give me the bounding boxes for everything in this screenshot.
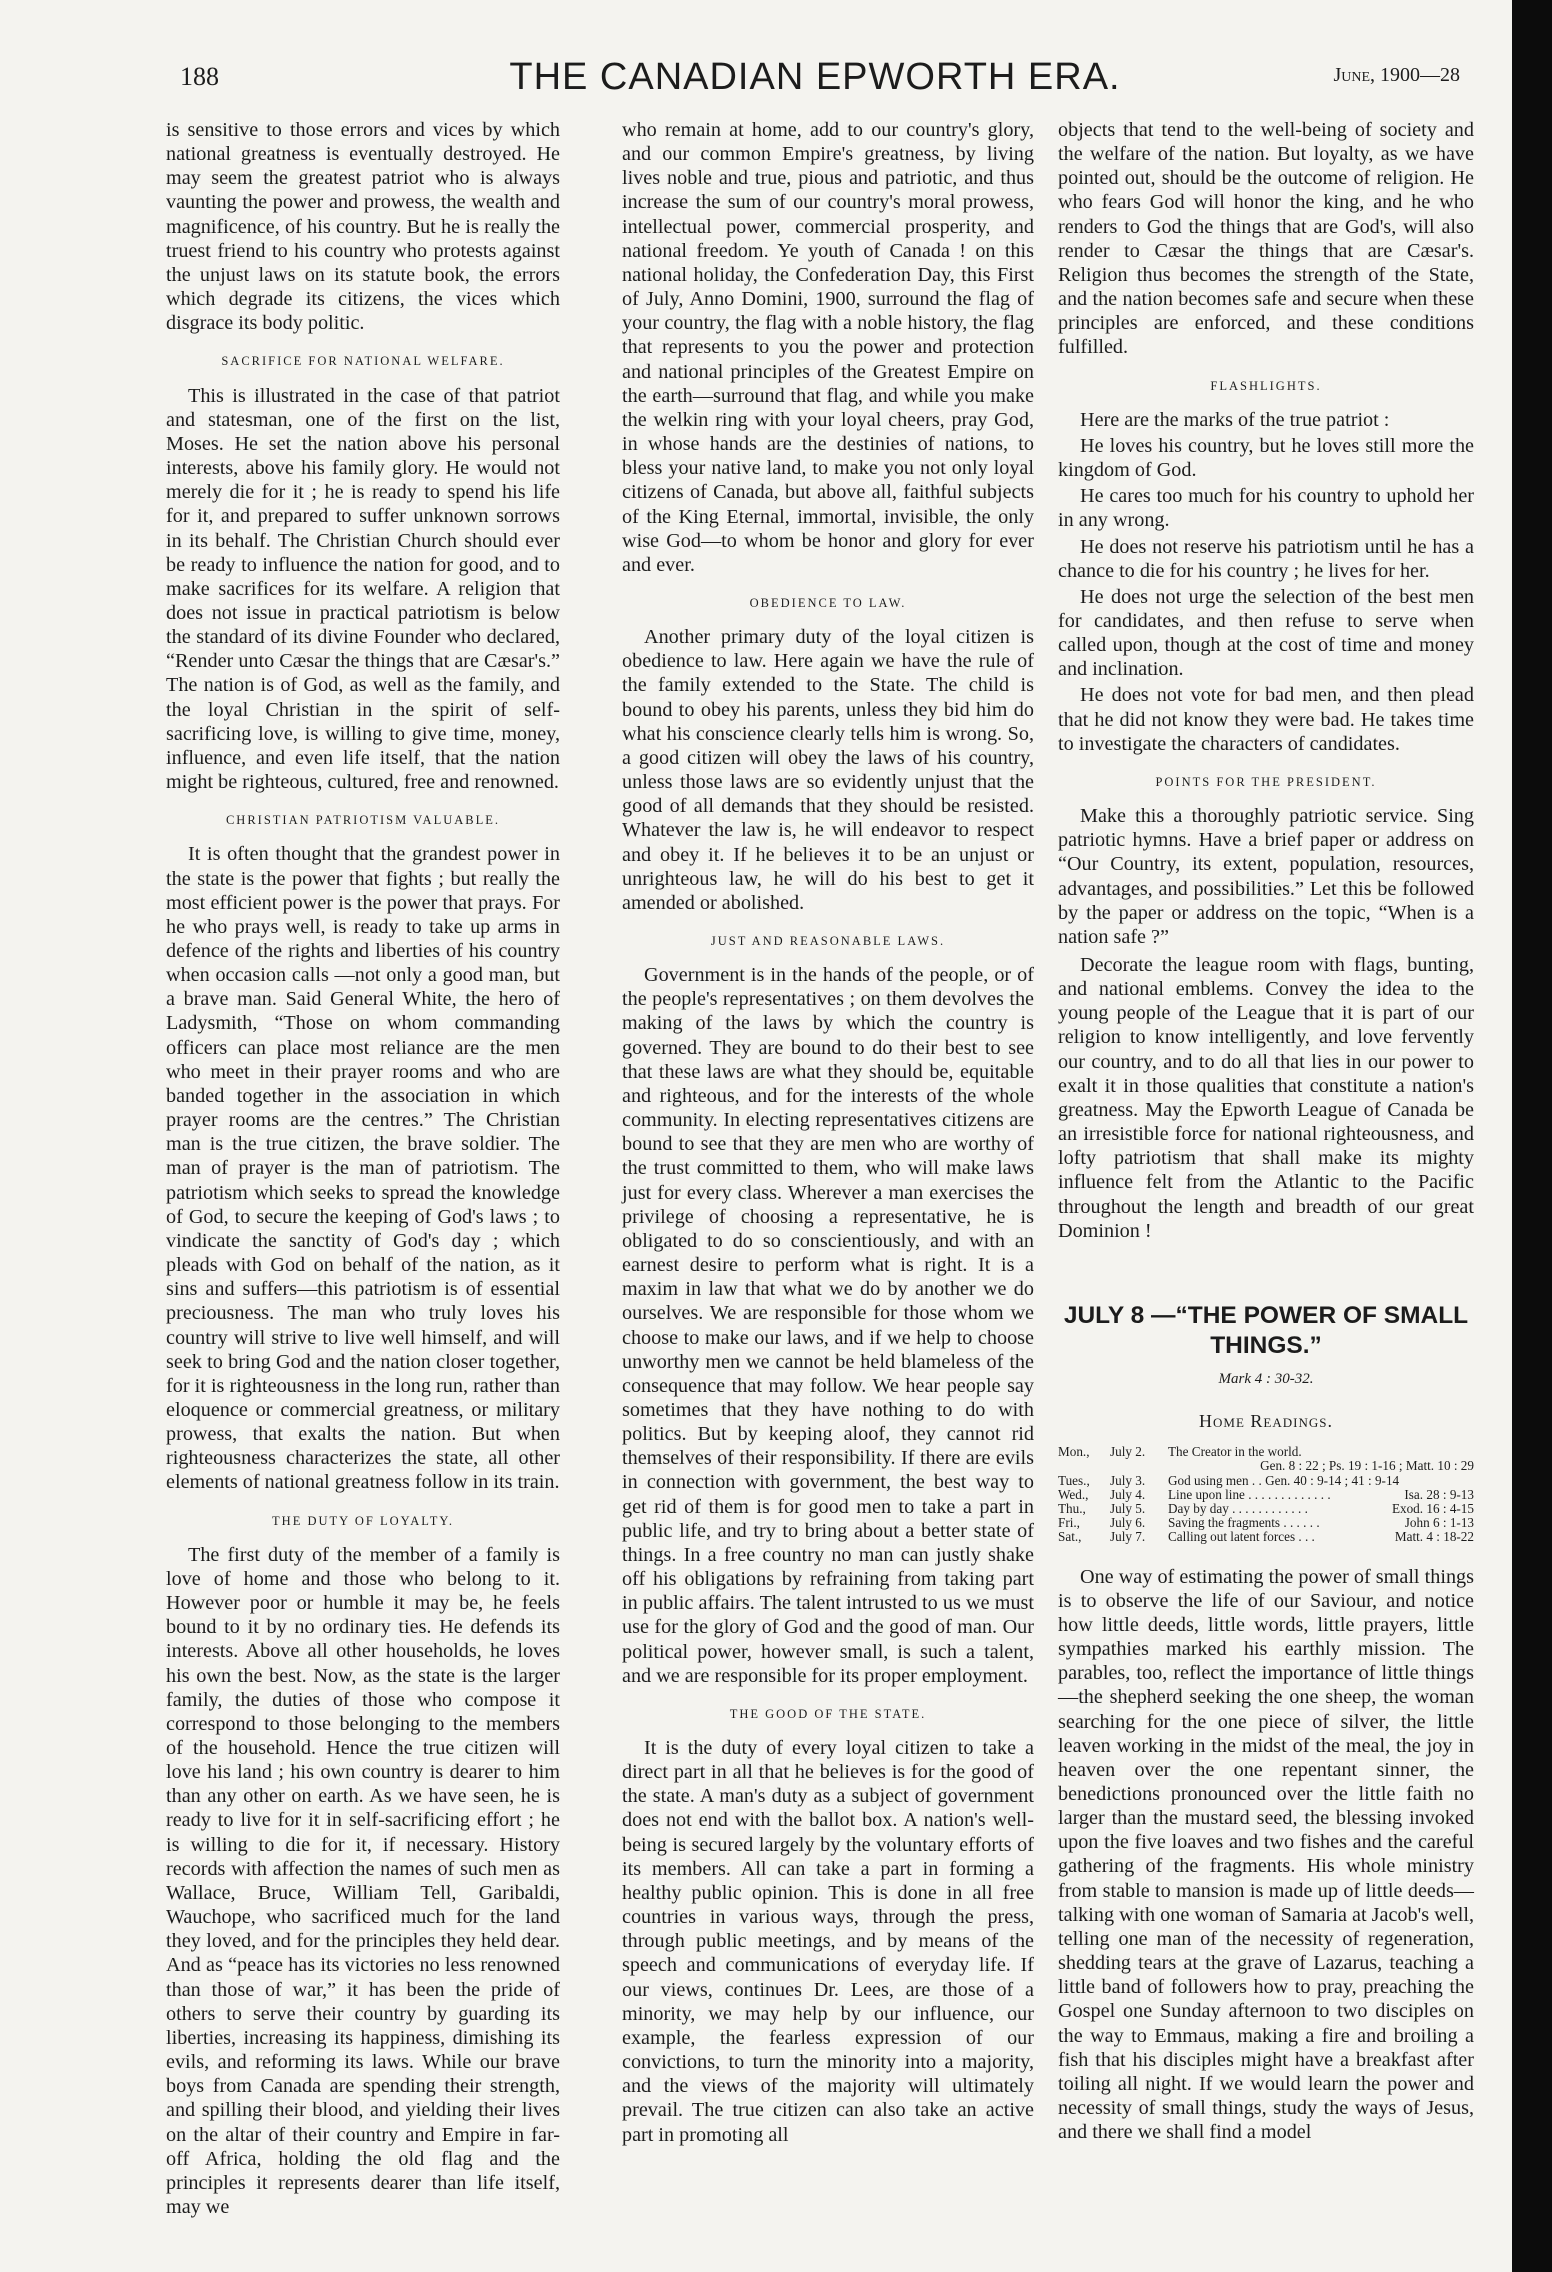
reading-text: Day by day . . . . . . . . . . . . [1168,1501,1308,1516]
reading-ref [1371,1445,1474,1459]
section-heading: CHRISTIAN PATRIOTISM VALUABLE. [225,813,501,828]
reading-day: Mon., [1058,1444,1090,1460]
reading-ref: Gen. 8 : 22 ; Ps. 19 : 1-16 ; Matt. 10 : 29 [1260,1458,1474,1474]
paragraph: Make this a thoroughly patriotic service. Sing patriotic hymns. Have a brief paper or address on “Our Country, its extent, population, resources, advantages, and possibilities.” Let this be followed by the paper or address on the topic, “When is a nation safe ?” [1058,805,1474,948]
reading-text: Saving the fragments . . . . . . [1168,1515,1320,1531]
section-heading: OBEDIENCE TO LAW. [749,595,907,610]
reading-day: Tues., [1058,1472,1090,1488]
list-item: He cares too much for his country to uphold her in any wrong. [1058,485,1474,532]
list-item: Here are the marks of the true patriot : [1080,408,1390,431]
lesson-reference: Mark 4 : 30-32. [1218,1370,1314,1387]
reading-date: July 2. [1110,1444,1146,1460]
reading-ref: Isa. 28 : 9-13 [1404,1486,1474,1502]
section-heading: JUST AND REASONABLE LAWS. [710,934,946,948]
paragraph: This is illustrated in the case of that patriot and statesman, one of the first on the list, Moses. He set the nation above his personal interests, above his family glory. He would not merely die for it ; he is ready to spend his life for it, and prepared to suffer unknown sorrows in its behalf. The Christian Church should ever be ready to influence the nation for good, and to make sacrifices for its welfare. A religion that does not issue in practical patriotism is below the standard of its divine Founder who declared, “Render unto Cæsar the things that are Cæsar's.” The nation is of God, as well as the family, and the loyal Christian in the spirit of self-sacrificing love, is willing to give time, money, influence, and even life itself, that the nation might be righteous, cultured, free and renowned. [166,384,560,794]
list-item: He does not vote for bad men, and then plead that he did not know they were bad. He takes time to investigate the characters of candidates. [1058,684,1474,755]
issue-date: June, 1900—28 [1333,64,1460,86]
paragraph: who remain at home, add to our country's glory, and our common Empire's greatness, by living lives noble and true, pious and patriotic, and thus increase the sum of our country's moral prowess, intellectual power, commercial prosperity, and national freedom. Ye youth of Canada ! on this national holiday, the Confederation Day, this First of July, Anno Domini, 1900, surround the flag of your country, the flag with a noble history, the flag that represents to you the power and protection and national principles of the Greatest Empire on the earth—surround that flag, and while you make the welkin ring with your loyal cheers, pray God, in whose hands are the destinies of nations, to bless your native land, to make you not only loyal citizens of Canada, but above all, faithful subjects of the King Eternal, immortal, invisible, the only wise God—to whom be honor and glory for ever and ever. [622,119,1034,576]
page-number: 188 [180,62,219,91]
column-left [166,118,560,2223]
table-row [1058,1516,1474,1530]
paragraph: It is the duty of every loyal citizen to take a direct part in all that he believes is for the good of the state. A man's duty as a subject of government does not end with the ballot box. A nation's well-being is secured largely by the voluntary efforts of its members. All can take a part in forming a healthy public opinion. This is done in all free countries in various ways, through the press, through public meetings, and by means of the speech and communications of everyday life. If our views, continues Dr. Lees, are those of a minority, we may help by our influence, our example, the fearless expression of our convictions, to turn the minority into a majority, and the views of the majority will ultimately prevail. The true citizen can also take an active part in promoting all [622,1737,1034,2146]
list-item: He loves his country, but he loves still more the kingdom of God. [1058,434,1474,482]
section-heading: THE GOOD OF THE STATE. [729,1706,927,1721]
table-row [1058,1502,1474,1516]
paragraph: objects that tend to the well-being of society and the welfare of the nation. But loyalty, as we have pointed out, should be the outcome of religion. He who fears God will honor the king, and he who renders to God the things that are God's, will also render to Cæsar the things that are Cæsar's. Religion thus becomes the strength of the State, and the nation becomes safe and secure when these principles are enforced, and these conditions fulfilled. [1058,119,1474,359]
reading-date: July 4. [1110,1486,1146,1502]
section-heading: THE DUTY OF LOYALTY. [272,1513,454,1528]
table-row [1058,1488,1474,1502]
reading-day: Sat., [1058,1529,1082,1545]
reading-day: Thu., [1058,1501,1086,1516]
paragraph: Another primary duty of the loyal citizen is obedience to law. Here again we have the rule of the family extended to the State. The child is bound to obey his parents, unless they bid him do what his conscience clearly tells him is wrong. So, a good citizen will obey the laws of his country, unless those laws are so evidently unjust that the good of all demands that they should be resisted. Whatever the law is, he will endeavor to respect and obey it. If he believes it to be an unjust or unrighteous law, he will do his best to get it amended or abolished. [622,626,1034,914]
list-item: He does not reserve his patriotism until he has a chance to die for his country ; he lives for her. [1058,535,1474,582]
column-right [1058,118,1474,2148]
column-middle [622,118,1034,2151]
reading-date: July 6. [1110,1515,1146,1531]
section-heading: POINTS FOR THE PRESIDENT. [1155,774,1377,789]
table-row [1058,1445,1474,1459]
paragraph: Government is in the hands of the people, or of the people's representatives ; on them devolves the making of the laws by which the country is governed. They are bound to do their best to see that these laws are what they should be, equitable and righteous, and for the interests of the whole community. In electing representatives citizens are bound to see that they are men who are worthy of the trust committed to them, who will make laws just for every class. Wherever a man exercises the privilege of choosing a representative, he is obligated to do so conscientiously, and with an earnest desire to perform what is right. It is a maxim in law that what we do by another we do ourselves. We are responsible for those whom we choose to make our laws, and if we help to choose unworthy men we cannot be held blameless of the consequence that may follow. We hear people say sometimes that they have nothing to do with politics. But by keeping aloof, they cannot rid themselves of their responsibility. If there are evils in connection with government, the best way to get rid of them is for good men to take a part in public life, and try to bring about a better state of things. In a free country no man can justly shake off his obligations by refraining from taking part in public affairs. The talent intrusted to us we must use for the glory of God and the good of man. Our political power, however small, is such a talent, and we are responsible for its proper employment. [622,964,1034,1687]
table-row [1058,1474,1474,1488]
readings-heading: Home Readings. [1199,1411,1333,1432]
paragraph: The first duty of the member of a family is love of home and those who belong to it. However poor or humble it may be, he feels bound to it by no ordinary ties. He defends its interests. Above all other households, he loves his own the best. Now, as the state is the larger family, the duties of those who compose it correspond to those belonging to the members of the household. Hence the true citizen will love his land ; his own country is dearer to him than any other on earth. As we have seen, he is ready to live for it in self-sacrificing effort ; he is willing to die for it, if necessary. History records with affection the names of such men as Wallace, Bruce, William Tell, Garibaldi, Wauchope, who sacrificed much for the land they loved, and for the principles they held dear. And as “peace has its victories no less renowned than those of war,” it has been the pride of others to serve their country by guarding its liberties, increasing its happiness, dimishing its evils, and reforming its laws. While our brave boys from Canada are spending their strength, and spilling their blood, and yielding their lives on the altar of their country and Empire in far-off Africa, holding the old flag and the principles it represents dearer than life itself, may we [166,1543,560,2218]
reading-ref: John 6 : 1-13 [1404,1515,1474,1531]
section-heading: SACRIFICE FOR NATIONAL WELFARE. [221,354,505,369]
scan-edge [1512,0,1552,2272]
reading-day: Wed., [1058,1486,1089,1502]
reading-ref: Matt. 4 : 18-22 [1394,1529,1474,1545]
paragraph: One way of estimating the power of small things is to observe the life of our Saviour, and notice how little deeds, little words, little prayers, little sympathies marked his earthly mission. The parables, too, reflect the importance of little things—the shepherd seeking the one sheep, the woman searching for the one piece of silver, the little leaven working in the midst of the meal, the joy in heaven over the one repentant sinner, the benedictions pronounced over the little faith no larger than the mustard seed, the blessing invoked upon the five loaves and two fishes and the careful gathering of the fragments. His whole ministry from stable to mansion is made up of little deeds—talking with one woman of Samaria at Jacob's well, telling one man of the necessity of regeneration, shedding tears at the grave of Lazarus, teaching a little band of followers how to pray, preaching the Gospel one Sunday afternoon to two disciples on the way to Emmaus, making a fire and broiling a fish that his disciples might have a breakfast after toiling all night. If we would learn the power and necessity of small things, study the ways of Jesus, and there we shall find a model [1058,1565,1474,2144]
masthead-title: THE CANADIAN EPWORTH ERA. [509,56,1121,98]
reading-ref: Exod. 16 : 4-15 [1391,1501,1474,1516]
paragraph: is sensitive to those errors and vices by which national greatness is eventually destroyed. He may seem the greatest patriot who is always vaunting the power and prowess, the wealth and magnificence, of his country. But he is really the truest friend to his country who protests against the unjust laws on its statute book, the errors which degrade its citizens, the vices which disgrace its body politic. [166,119,560,335]
table-row [1058,1530,1474,1544]
lesson-title: JULY 8 —“THE POWER OF SMALL THINGS.” [1063,1301,1469,1359]
section-heading: FLASHLIGHTS. [1210,378,1322,393]
paragraph: It is often thought that the grandest power in the state is the power that fights ; but really the most efficient power is the power that prays. For he who prays well, is ready to take up arms in defence of the rights and liberties of his country when occasion calls —not only a good man, but a brave man. Said General White, the hero of Ladysmith, “Those on whom commanding officers can place most reliance are the men who meet in their prayer rooms and who are banded together in the association in which prayer rooms are the centres.” The Christian man is the true citizen, the brave soldier. The man of prayer is the man of patriotism. The patriotism which seeks to spread the knowledge of God, to secure the keeping of God's laws ; to vindicate the sanctity of God's day ; which pleads with God on behalf of the nation, as it sins and suffers—this patriotism is of essential preciousness. The man who truly loves his country will strive to live well himself, and will seek to bring God and the nation closer together, for it is righteousness in the long run, rather than eloquence or commercial greatness, or military prowess, that exalts the nation. But when righteousness characterizes the state, all other elements of national greatness follow in its train. [166,843,560,1494]
reading-day: Fri., [1058,1515,1080,1531]
reading-text: Line upon line . . . . . . . . . . . . . [1168,1486,1331,1502]
reading-text: The Creator in the world. [1168,1444,1302,1460]
table-row [1058,1459,1474,1473]
reading-date: July 3. [1110,1472,1146,1488]
reading-date: July 5. [1110,1501,1146,1516]
flashlights-list [1058,408,1474,756]
paragraph: Decorate the league room with flags, bunting, and national emblems. Convey the idea to the young people of the League that it is part of our religion to know intelligently, and love fervently our country, and to do all that lies in our power to exalt it in those qualities that constitute a nation's greatness. May the Epworth League of Canada be an irresistible force for national righteousness, and lofty patriotism that shall make its mighty influence felt from the Atlantic to the Pacific throughout the length and breadth of our great Dominion ! [1058,954,1474,1242]
reading-date: July 7. [1110,1529,1146,1545]
reading-text: Calling out latent forces . . . [1168,1529,1315,1545]
page-header [160,56,1470,96]
list-item: He does not urge the selection of the best men for candidates, and then refuse to serve when called upon, though at the cost of time and money and inclination. [1058,585,1474,681]
home-readings-table [1058,1445,1474,1544]
reading-text: God using men . . Gen. 40 : 9-14 ; 41 : 9-14 [1168,1472,1400,1488]
